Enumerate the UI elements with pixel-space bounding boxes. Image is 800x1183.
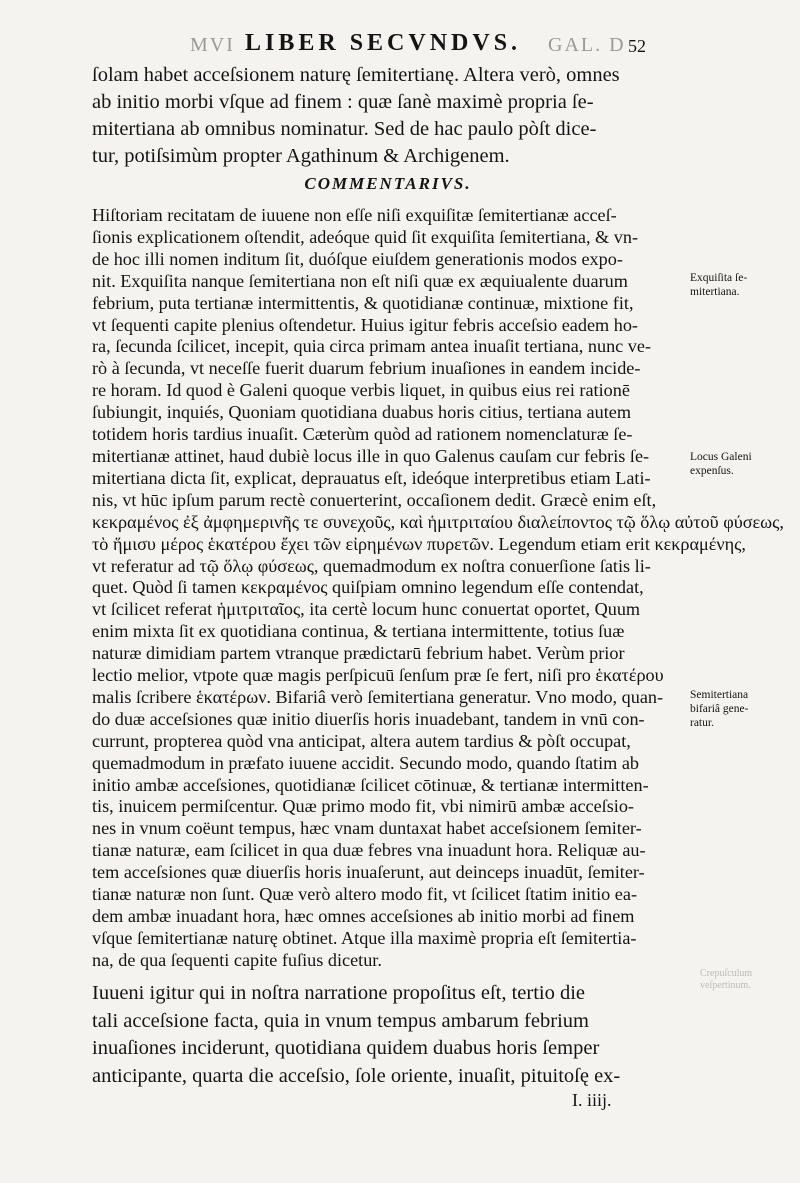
text-line: totidem horis tardius inuaſit. Cæterùm quòd ad rationem nomenclaturæ ſe- bbox=[92, 424, 633, 445]
margin-note-semitertiana bbox=[690, 688, 798, 730]
margin-note-locus-galeni bbox=[690, 450, 798, 478]
text-line: nes in vnum coëunt tempus, hæc vnam duntaxat habet acceſsionem ſemiter- bbox=[92, 818, 642, 839]
text-line: nis, vt hūc ipſum parum rectè conuerterint, occaſionem dedit. Græcè enim eſt, bbox=[92, 489, 657, 510]
margin-note-exquisita bbox=[690, 271, 798, 299]
text-line: tali acceſsione facta, quia in vnum tempus ambarum febrium bbox=[92, 1009, 589, 1032]
margin-note-line: bifariâ gene- bbox=[690, 703, 749, 715]
text-line: ab initio morbi vſque ad finem : quæ ſanè maximè propria ſe- bbox=[92, 91, 594, 113]
text-line: vt referatur ad τῷ ὅλῳ φύσεως, quemadmodum ex noſtra conuerſione ſatis li- bbox=[92, 555, 651, 576]
margin-note-line: Crepuſculum bbox=[700, 968, 753, 979]
text-line: ſionis explicationem oſtendit, adeóque quid ſit exquiſita ſemitertiana, & vn- bbox=[92, 226, 638, 247]
text-line: inuaſiones inciderunt, quotidiana quidem duabus horis ſemper bbox=[92, 1037, 600, 1059]
commentary-heading: COMMENTARIVS. bbox=[304, 174, 472, 193]
show-through-text-left: MVI bbox=[190, 34, 235, 56]
text-line: ſubiungit, inquiés, Quoniam quotidiana duabus horis citius, tertiana autem bbox=[92, 402, 631, 423]
text-line: re horam. Id quod è Galeni quoque verbis liquet, in quibus eius rei rationē bbox=[92, 380, 630, 401]
margin-note-line: veſpertinum. bbox=[700, 980, 751, 991]
text-line: lectio melior, vtpote quæ magis perſpicuū ſenſum præ ſe fert, niſi pro ἑκατέρου bbox=[92, 665, 664, 686]
text-line: τὸ ἥμισυ μέρος ἑκατέρου ἔχει τῶν εἰρημένων πυρετῶν. Legendum etiam erit κεκραμένης, bbox=[92, 533, 746, 554]
text-line: tis, inuicem permiſcentur. Quæ primo modo fit, vbi nimirū ambæ acceſsio- bbox=[92, 796, 634, 817]
text-line: ſolam habet acceſsionem naturę ſemitertianę. Altera verò, omnes bbox=[92, 64, 620, 86]
text-line: rò à ſecunda, vt neceſſe fuerit duarum febrium inuaſiones in eandem incide- bbox=[92, 358, 641, 379]
margin-note-line: expenſus. bbox=[690, 465, 734, 477]
galen-text-block bbox=[92, 62, 684, 170]
signature-mark: I. iiij. bbox=[572, 1090, 612, 1110]
text-line: initio ambæ acceſsiones, quotidianæ ſcilicet cōtinuæ, & tertianæ intermitten- bbox=[92, 774, 649, 795]
text-line: vt ſcilicet referat ἡμιτριταῖος, ita certè locum hunc conuertat oportet, Quum bbox=[92, 599, 641, 620]
text-line: Iuueni igitur qui in noſtra narratione propoſitus eſt, tertio die bbox=[92, 982, 586, 1004]
text-line: tianæ naturæ non ſunt. Quæ verò altero modo fit, vt ſcilicet ſtatim initio ea- bbox=[92, 884, 638, 905]
text-line: enim mixta ſit ex quotidiana continua, & tertiana intermittente, totius ſuæ bbox=[92, 621, 625, 642]
text-line: κεκραμένος ἐξ ἀμφημερινῆς τε συνεχοῦς, καὶ ἡμιτριταίου διαλείποντος τῷ ὅλῳ αὐτοῦ φύσεως, bbox=[92, 511, 784, 532]
galen-text-block-continued bbox=[92, 980, 684, 1090]
margin-note-line: Semitertiana bbox=[690, 689, 749, 701]
text-line: anticipante, quarta die acceſsio, ſole oriente, inuaſit, pituitoſę ex- bbox=[92, 1064, 621, 1087]
text-line: febrium, puta tertianæ intermittentis, & quotidianæ continuæ, mixtione fit, bbox=[92, 292, 634, 313]
text-line: naturæ dimidiam partem vtranque prædictarū febrium habet. Verùm prior bbox=[92, 643, 625, 664]
text-line: de hoc illi nomen inditum ſit, duóſque eiuſdem generationis modos expo- bbox=[92, 248, 623, 269]
text-line: do duæ acceſsiones quæ initio diuerſis horis inuadebant, tandem in vnū con- bbox=[92, 708, 645, 729]
text-line: ra, ſecunda ſcilicet, incepit, quia circa primam antea inuaſit tertiana, nunc ve- bbox=[92, 336, 652, 357]
margin-note-line: Locus Galeni bbox=[690, 451, 752, 463]
show-through-text-right: GAL. D bbox=[548, 34, 626, 56]
text-line: mitertiana ab omnibus nominatur. Sed de hac paulo pòſt dice- bbox=[92, 118, 597, 140]
text-line: tianæ naturæ, eam ſcilicet in qua duæ febres vna inuadunt hora. Reliquæ au- bbox=[92, 840, 646, 861]
running-title: LIBER SECVNDVS. bbox=[245, 30, 522, 56]
margin-note-line: mitertiana. bbox=[690, 286, 740, 298]
text-line: mitertiana dicta ſit, explicat, deprauatus eſt, ideóque interpretibus etiam Lati- bbox=[92, 467, 651, 488]
text-line: mitertianæ attinet, haud dubiè locus ille in quo Galenus cauſam cur febris ſe- bbox=[92, 445, 650, 466]
text-line: vſque ſemitertianæ naturę obtinet. Atque illa maximè propria eſt ſemitertia- bbox=[92, 927, 637, 948]
text-line: tur, potiſsimùm propter Agathinum & Archigenem. bbox=[92, 145, 510, 167]
text-line: quemadmodum in præfato iuuene accidit. Secundo modo, quando ſtatim ab bbox=[92, 752, 640, 773]
text-line: dem ambæ inuadant hora, hæc omnes acceſsiones ab initio morbi ad finem bbox=[92, 906, 635, 926]
text-line: quet. Quòd ſi tamen κεκραμένος quiſpiam omnino legendum eſſe contendat, bbox=[92, 577, 644, 598]
text-line: nit. Exquiſita nanque ſemitertiana non eſt niſi quæ ex æquiualente duarum bbox=[92, 270, 628, 291]
margin-note-line: Exquiſita ſe- bbox=[690, 272, 748, 284]
text-line: malis ſcribere ἑκατέρων. Bifariâ verò ſemitertiana generatur. Vno modo, quan- bbox=[92, 686, 664, 707]
text-line: Hiſtoriam recitatam de iuuene non eſſe niſi exquiſitæ ſemitertianæ acceſ- bbox=[92, 205, 617, 225]
page-header bbox=[0, 30, 800, 58]
show-through-margin-note bbox=[700, 968, 790, 992]
text-line: tem acceſsiones quæ diuerſis horis inuaſerunt, aut deinceps inuadūt, ſemiter- bbox=[92, 862, 645, 883]
margin-note-line: ratur. bbox=[690, 717, 714, 729]
page-number: 52 bbox=[628, 36, 646, 56]
text-line: na, de qua ſequenti capite fuſius dicetur. bbox=[92, 949, 382, 970]
text-line: currunt, propterea quòd vna anticipat, altera autem tardius & pòſt occupat, bbox=[92, 730, 631, 751]
text-line: vt ſequenti capite plenius oſtendetur. Huius igitur febris acceſsio eadem ho- bbox=[92, 314, 638, 335]
